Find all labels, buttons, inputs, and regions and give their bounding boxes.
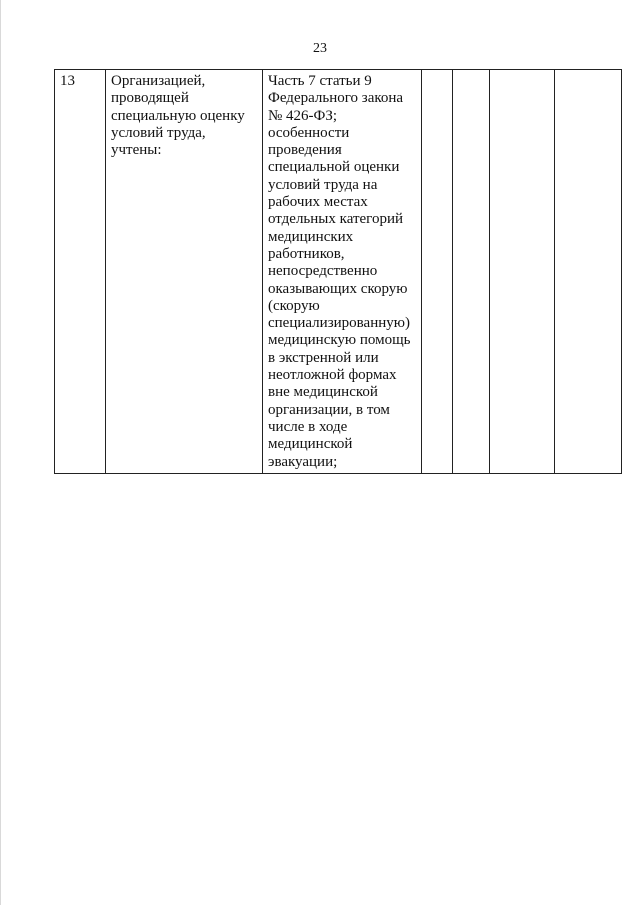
- question-cell: [106, 70, 263, 474]
- scan-edge: [0, 0, 1, 905]
- row-number-cell: [55, 70, 106, 474]
- legal-reference-cell: [263, 70, 422, 474]
- table-row: [55, 70, 622, 474]
- answer-yes-cell: [422, 70, 453, 474]
- page-number: 23: [313, 41, 327, 56]
- row-number: 13: [60, 73, 75, 89]
- question-text: Организацией, проводящей специальную оценку условий труда, учтены:: [111, 73, 245, 159]
- answer-no-cell: [453, 70, 490, 474]
- notes-cell: [555, 70, 622, 474]
- legal-reference-text: Часть 7 статьи 9 Федерального закона № 426-ФЗ; особенности проведения специальной оценки условий труда на рабочих местах отдельных категорий медицинских работников, непосредственно оказывающих скорую (скорую специализированную) медицинскую помощь в экстренной или неотложной формах вне медицинской организации, в том числе в ходе медицинской эвакуации;: [268, 73, 411, 470]
- checklist-table: [54, 69, 622, 474]
- not-applicable-cell: [490, 70, 555, 474]
